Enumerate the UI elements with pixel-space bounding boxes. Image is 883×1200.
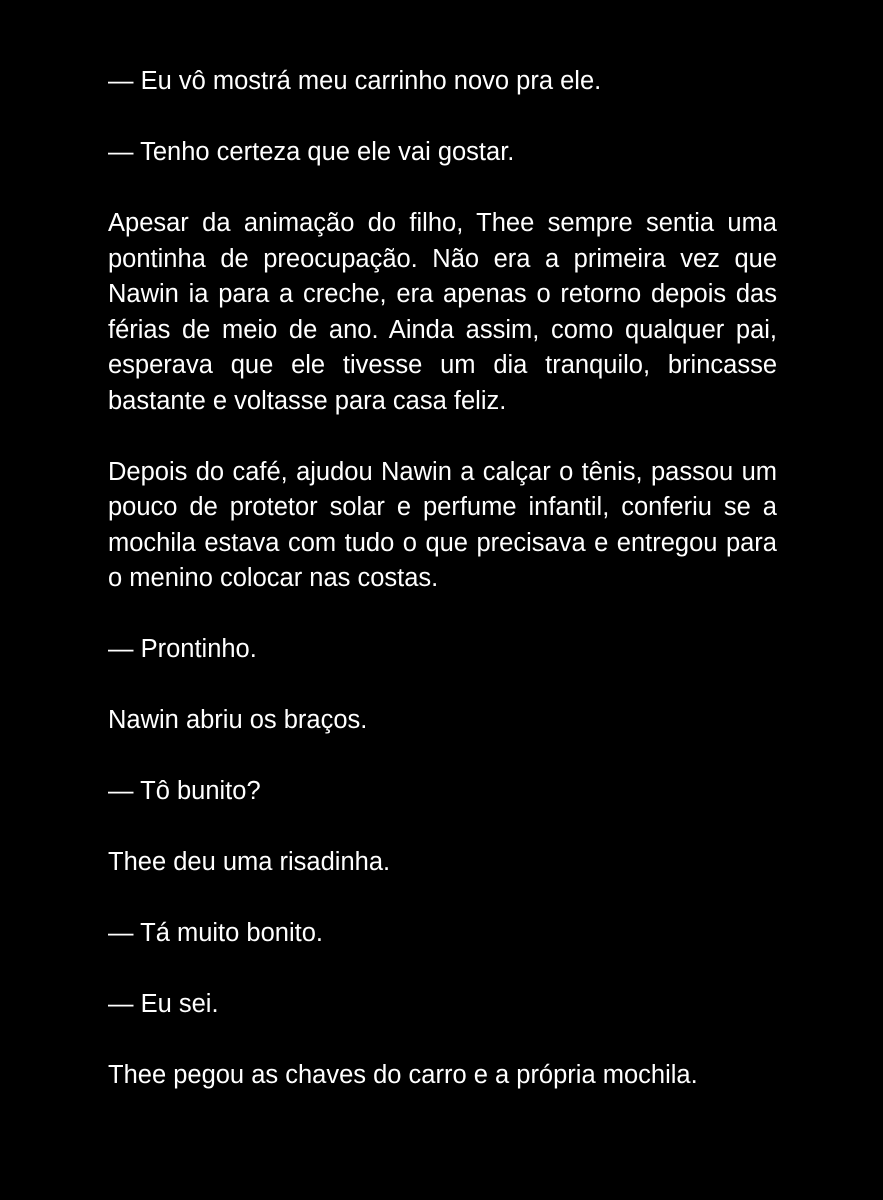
dialogue-line: — Tô bunito? (108, 777, 261, 805)
narrative-line: Nawin abriu os braços. (108, 706, 368, 734)
narrative-paragraph: Apesar da animação do filho, Thee sempre sentia uma pontinha de preocupação. Não era a primeira vez que Nawin ia para a creche, era apenas o retorno depois das férias de meio de ano. Ainda assim, como qualquer pai, esperava que ele tivesse um dia tranquilo, brincasse bastante e voltasse para casa feliz. (108, 209, 777, 415)
narrative-line: Thee pegou as chaves do carro e a própria mochila. (108, 1061, 698, 1089)
narrative-line: Thee deu uma risadinha. (108, 848, 391, 876)
dialogue-line: — Tá muito bonito. (108, 919, 323, 947)
dialogue-line: — Eu vô mostrá meu carrinho novo pra ele. (108, 67, 602, 95)
dialogue-line: — Eu sei. (108, 990, 219, 1018)
dialogue-line: — Tenho certeza que ele vai gostar. (108, 138, 515, 166)
body-text (108, 64, 777, 1129)
dialogue-line: — Prontinho. (108, 635, 257, 663)
narrative-paragraph: Depois do café, ajudou Nawin a calçar o tênis, passou um pouco de protetor solar e perfume infantil, conferiu se a mochila estava com tudo o que precisava e entregou para o menino colocar nas costas. (108, 457, 777, 592)
